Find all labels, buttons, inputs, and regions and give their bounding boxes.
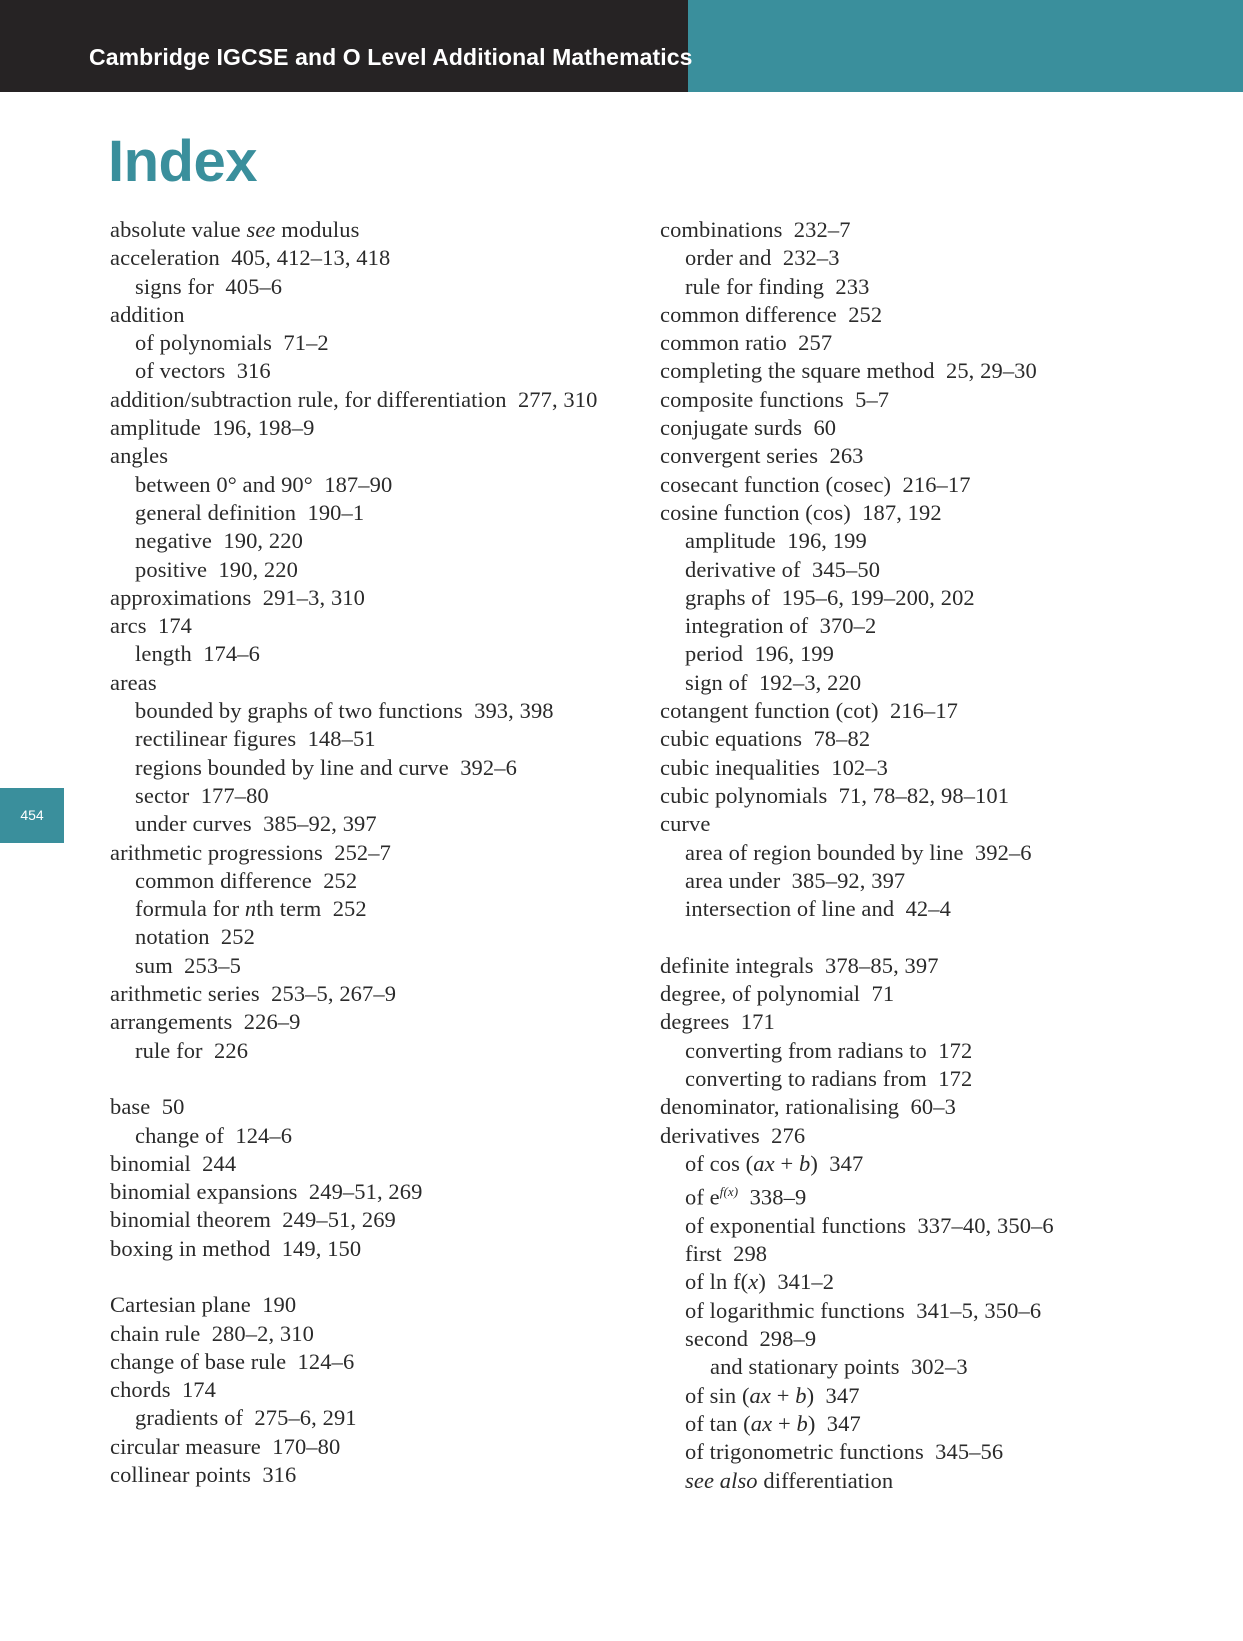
index-entry (110, 1206, 650, 1234)
index-entry (660, 1353, 1220, 1381)
index-term: convergent series (660, 443, 819, 469)
index-entry (660, 1008, 1220, 1036)
index-term: formula for (135, 896, 245, 922)
index-page-numbers: 347 (825, 1382, 860, 1408)
index-entry (110, 1037, 650, 1065)
index-entry (660, 527, 1220, 555)
index-entry (660, 329, 1220, 357)
index-page-numbers: 280–2, 310 (211, 1320, 314, 1346)
index-page-numbers: 405–6 (225, 273, 283, 299)
index-term-italic: x (748, 1269, 759, 1295)
index-entry (110, 980, 650, 1008)
index-term: first (685, 1241, 722, 1267)
index-entry (660, 556, 1220, 584)
index-term: area of region bounded by line (685, 839, 964, 865)
index-cross-reference: see also (685, 1467, 758, 1493)
index-term: of cos ( (685, 1150, 754, 1176)
index-entry (660, 697, 1220, 725)
index-page-numbers: 71, 78–82, 98–101 (838, 782, 1010, 808)
index-term: notation (135, 924, 210, 950)
index-term: converting from radians to (685, 1037, 927, 1063)
index-entry (660, 273, 1220, 301)
index-term: arcs (110, 613, 147, 639)
index-page-numbers: 196, 199 (787, 528, 867, 554)
index-entry (660, 612, 1220, 640)
index-term: cosecant function (cosec) (660, 471, 892, 497)
index-page-numbers: 226 (214, 1037, 249, 1063)
index-page-numbers: 177–80 (200, 782, 269, 808)
index-entry (110, 1178, 650, 1206)
index-page-numbers: 71–2 (283, 330, 329, 356)
index-term: common difference (135, 867, 312, 893)
index-page-numbers: 291–3, 310 (262, 584, 365, 610)
index-page-numbers: 253–5 (184, 952, 241, 978)
index-term: length (135, 641, 192, 667)
index-term: of sin ( (685, 1382, 750, 1408)
index-page-numbers: 174 (181, 1377, 217, 1403)
index-page-numbers: 252 (848, 301, 883, 327)
index-page-numbers: 148–51 (307, 726, 376, 752)
index-page-numbers: 226–9 (243, 1009, 301, 1035)
index-entry (660, 244, 1220, 272)
index-page-numbers: 249–51, 269 (308, 1179, 423, 1205)
index-term: approximations (110, 584, 252, 610)
index-entry (660, 1178, 1220, 1212)
index-entry (660, 1122, 1220, 1150)
index-term-italic: b (796, 1410, 808, 1436)
index-term: addition (110, 301, 185, 327)
index-entry (660, 442, 1220, 470)
index-page-numbers: 252 (220, 924, 255, 950)
index-entry (660, 1065, 1220, 1093)
index-entry (110, 584, 650, 612)
index-column-left (110, 216, 650, 1489)
index-term: general definition (135, 499, 297, 525)
index-term: common ratio (660, 330, 787, 356)
index-page-numbers: 78–82 (813, 726, 871, 752)
index-term: chords (110, 1377, 171, 1403)
index-entry (110, 612, 650, 640)
index-entry (660, 357, 1220, 385)
index-term: rule for finding (685, 273, 825, 299)
index-term: sum (135, 952, 173, 978)
book-title: Cambridge IGCSE and O Level Additional Mathematics (89, 44, 693, 70)
index-term: degrees (660, 1009, 730, 1035)
index-entry (660, 669, 1220, 697)
index-page-numbers: 347 (826, 1410, 861, 1436)
index-entry (110, 867, 650, 895)
index-entry (660, 1325, 1220, 1353)
index-term: binomial theorem (110, 1207, 271, 1233)
index-term: of vectors (135, 358, 226, 384)
index-letter-gap (110, 1263, 650, 1291)
index-term: area under (685, 867, 781, 893)
index-entry (110, 839, 650, 867)
index-entry (660, 895, 1220, 923)
index-term: ) (810, 1150, 818, 1176)
index-term: chain rule (110, 1320, 201, 1346)
index-entry (660, 1212, 1220, 1240)
index-entry (110, 386, 663, 414)
index-term-italic: b (798, 1150, 811, 1176)
index-entry (110, 414, 650, 442)
index-page-numbers: 174–6 (203, 641, 260, 667)
index-term-italic: b (795, 1382, 807, 1408)
index-term-italic: ax (753, 1150, 775, 1176)
index-page-numbers: 196, 199 (754, 641, 835, 667)
index-term: order and (685, 245, 772, 271)
index-entry (660, 725, 1220, 753)
index-entry (660, 980, 1220, 1008)
index-term: of ln f( (685, 1269, 749, 1295)
index-term: + (774, 1150, 799, 1176)
index-page-numbers: 232–3 (782, 245, 840, 271)
index-entry (110, 697, 650, 725)
index-term: angles (110, 443, 169, 469)
index-entry (110, 244, 650, 272)
index-entry (660, 414, 1220, 442)
index-term: derivative of (685, 556, 801, 582)
index-entry (660, 782, 1220, 810)
index-page-numbers: 298–9 (759, 1326, 817, 1352)
index-entry (110, 640, 650, 668)
page-number: 454 (20, 807, 44, 823)
index-term: between 0° and 90° (135, 471, 313, 497)
index-term: areas (110, 669, 157, 695)
index-term: degree, of polynomial (660, 981, 861, 1007)
index-entry (110, 754, 650, 782)
index-page-numbers: 102–3 (831, 754, 888, 780)
index-entry (660, 499, 1220, 527)
index-entry (110, 1093, 650, 1121)
index-entry (660, 754, 1220, 782)
index-entry (110, 1320, 650, 1348)
index-page-numbers: 196, 198–9 (212, 415, 315, 441)
index-entry (660, 1297, 1220, 1325)
index-term: absolute value (110, 217, 241, 242)
index-entry (660, 1037, 1220, 1065)
index-entry (110, 556, 650, 584)
index-term: sign of (685, 669, 748, 695)
index-term: collinear points (110, 1462, 251, 1488)
index-page-numbers: 216–17 (902, 471, 971, 497)
index-term: combinations (660, 217, 783, 242)
index-term: circular measure (110, 1433, 261, 1459)
index-term-superscript: f(x) (719, 1184, 739, 1200)
index-term: of trigonometric functions (685, 1439, 924, 1465)
page-title: Index (108, 129, 257, 194)
index-entry (660, 952, 1220, 980)
index-term: Cartesian plane (110, 1292, 251, 1318)
index-page-numbers: 341–2 (777, 1269, 835, 1295)
index-entry (660, 1438, 1220, 1466)
index-entry (110, 1348, 650, 1376)
index-page-numbers: 302–3 (910, 1354, 968, 1380)
index-entry (660, 1467, 1220, 1495)
index-term: amplitude (685, 528, 776, 554)
index-page-numbers: 337–40, 350–6 (917, 1212, 1054, 1238)
index-entry (660, 1382, 1220, 1410)
index-page-numbers: 252 (323, 867, 358, 893)
index-entry (110, 499, 650, 527)
index-entry (110, 216, 650, 244)
index-page-numbers: 244 (202, 1150, 237, 1176)
index-page-numbers: 171 (740, 1009, 775, 1035)
index-term: curve (660, 811, 711, 837)
index-term: ) (806, 1382, 815, 1408)
index-entry (110, 1433, 650, 1461)
index-page-numbers: 187–90 (324, 471, 393, 497)
index-page-numbers: 124–6 (297, 1348, 355, 1374)
index-entry (110, 1235, 650, 1263)
index-page-numbers: 345–56 (935, 1439, 1004, 1465)
index-page-numbers: 172 (938, 1037, 973, 1063)
index-entry (110, 1122, 650, 1150)
index-page-numbers: 345–50 (811, 556, 881, 582)
index-term: and stationary points (710, 1354, 900, 1380)
index-column-right (660, 216, 1220, 1495)
index-page-numbers: 347 (829, 1150, 864, 1176)
index-entry (660, 1268, 1220, 1296)
index-term: binomial expansions (110, 1179, 298, 1205)
index-entry (110, 669, 650, 697)
index-page-numbers: 393, 398 (474, 698, 554, 724)
index-page-numbers: 60 (813, 415, 837, 441)
index-term: arithmetic series (110, 981, 260, 1007)
index-entry (110, 301, 650, 329)
index-page-numbers: 253–5, 267–9 (271, 981, 397, 1007)
index-term: rectilinear figures (135, 726, 297, 752)
index-term: negative (135, 528, 213, 554)
index-entry (660, 386, 1220, 414)
index-cross-reference: see (246, 217, 276, 242)
index-term: cubic inequalities (660, 754, 820, 780)
index-entry (110, 357, 650, 385)
index-page-numbers: 187, 192 (862, 499, 942, 525)
index-term: graphs of (685, 584, 771, 610)
index-term: boxing in method (110, 1235, 271, 1261)
index-term: base (110, 1094, 151, 1120)
index-term: converting to radians from (685, 1065, 927, 1091)
index-entry (110, 329, 650, 357)
index-entry (110, 923, 650, 951)
index-term: composite functions (660, 386, 844, 412)
index-letter-gap (660, 923, 1220, 951)
index-term: + (770, 1382, 796, 1408)
index-entry (660, 1150, 1220, 1178)
index-page-numbers: 370–2 (819, 613, 877, 639)
index-page-numbers: 25, 29–30 (945, 358, 1037, 384)
index-term-italic: n (244, 896, 257, 922)
index-page-numbers: 298 (733, 1241, 768, 1267)
index-entry (660, 1240, 1220, 1268)
index-term: signs for (135, 273, 215, 299)
index-entry (110, 1291, 650, 1319)
index-term: amplitude (110, 415, 201, 441)
index-term: cotangent function (cot) (660, 698, 879, 724)
index-term: sector (135, 782, 190, 808)
index-page-numbers: 71 (871, 981, 895, 1007)
index-entry (660, 1410, 1220, 1438)
index-entry (110, 952, 650, 980)
index-term: regions bounded by line and curve (135, 754, 449, 780)
index-page-numbers: 195–6, 199–200, 202 (781, 584, 975, 610)
index-page-numbers: 5–7 (855, 386, 890, 412)
index-page-numbers: 174 (157, 613, 193, 639)
index-page-numbers: 316 (236, 358, 271, 384)
index-entry (660, 301, 1220, 329)
index-term: th term (256, 896, 322, 922)
index-page-numbers: 124–6 (235, 1122, 293, 1148)
index-term: change of (135, 1122, 224, 1148)
index-page-numbers: 172 (938, 1065, 973, 1091)
index-page-numbers: 338–9 (749, 1184, 807, 1210)
index-entry (110, 1150, 650, 1178)
index-entry (660, 640, 1220, 668)
index-term: bounded by graphs of two functions (135, 698, 463, 724)
index-page-numbers: 232–7 (793, 217, 851, 242)
index-page-numbers: 378–85, 397 (824, 952, 939, 978)
index-entry (110, 895, 650, 923)
index-letter-gap (110, 1065, 650, 1093)
index-term: change of base rule (110, 1348, 287, 1374)
index-term: rule for (135, 1037, 203, 1063)
index-page-numbers: 42–4 (905, 896, 951, 922)
index-page-numbers: 50 (161, 1094, 185, 1120)
index-term: binomial (110, 1150, 191, 1176)
index-entry (660, 471, 1220, 499)
index-entry (110, 442, 650, 470)
index-page-numbers: 190 (262, 1292, 297, 1318)
header-teal-band (688, 0, 1243, 92)
index-term: denominator, rationalising (660, 1094, 900, 1120)
index-page-numbers: 190, 220 (223, 528, 303, 554)
index-page-numbers: 405, 412–13, 418 (231, 245, 391, 271)
index-term: ) (807, 1410, 816, 1436)
index-term: of polynomials (135, 330, 273, 356)
index-entry (110, 725, 650, 753)
index-term: cubic equations (660, 726, 803, 752)
index-cross-reference-term: differentiation (763, 1467, 894, 1493)
index-term: ) (758, 1269, 766, 1295)
index-entry (660, 584, 1220, 612)
index-page-numbers: 60–3 (910, 1094, 956, 1120)
index-page-numbers: 257 (798, 330, 833, 356)
index-entry (110, 1376, 650, 1404)
index-page-numbers: 385–92, 397 (791, 867, 906, 893)
index-page-numbers: 252 (332, 896, 367, 922)
index-term: under curves (135, 811, 252, 837)
index-page-numbers: 341–5, 350–6 (916, 1297, 1042, 1323)
index-entry (110, 1404, 650, 1432)
index-entry (110, 810, 650, 838)
header-bar (0, 0, 1243, 92)
index-term: positive (135, 556, 208, 582)
index-entry (110, 527, 650, 555)
index-page-numbers: 316 (262, 1462, 297, 1488)
index-page-numbers: 233 (835, 273, 870, 299)
index-term: intersection of line and (685, 896, 895, 922)
index-page-numbers: 263 (829, 443, 864, 469)
index-page-numbers: 252–7 (334, 839, 391, 865)
index-page-numbers: 192–3, 220 (758, 669, 862, 695)
index-page-numbers: 216–17 (889, 698, 959, 724)
index-entry (110, 273, 650, 301)
index-term-italic: ax (750, 1410, 773, 1436)
index-term: common difference (660, 301, 837, 327)
index-term: of logarithmic functions (685, 1297, 905, 1323)
index-page-numbers: 190, 220 (218, 556, 298, 582)
index-entry (660, 810, 1220, 838)
index-term: cosine function (cos) (660, 499, 851, 525)
index-page-numbers: 392–6 (974, 839, 1032, 865)
index-entry (110, 1008, 650, 1036)
index-term: integration of (685, 613, 809, 639)
index-term: addition/subtraction rule, for differentiation (110, 386, 507, 412)
index-cross-reference-term: modulus (281, 217, 360, 242)
index-term: acceleration (110, 245, 220, 271)
index-term: arrangements (110, 1009, 233, 1035)
index-entry (110, 471, 650, 499)
index-term: of e (685, 1184, 720, 1210)
index-page-numbers: 249–51, 269 (282, 1207, 396, 1233)
index-term: of exponential functions (685, 1212, 907, 1238)
index-term: completing the square method (660, 358, 935, 384)
index-page-numbers: 275–6, 291 (254, 1405, 357, 1431)
index-page-numbers: 277, 310 (517, 386, 598, 412)
index-term: conjugate surds (660, 415, 803, 441)
page-number-tab (0, 788, 64, 843)
index-entry (110, 782, 650, 810)
index-page-numbers: 385–92, 397 (263, 811, 377, 837)
index-term: period (685, 641, 744, 667)
index-entry (660, 867, 1220, 895)
index-term: of tan ( (685, 1410, 751, 1436)
index-term: cubic polynomials (660, 782, 828, 808)
index-page-numbers: 276 (771, 1122, 806, 1148)
index-entry (660, 216, 1220, 244)
index-page-numbers: 149, 150 (281, 1235, 362, 1261)
index-term: + (772, 1410, 797, 1436)
index-page-numbers: 170–80 (272, 1433, 341, 1459)
index-term-italic: ax (749, 1382, 771, 1408)
index-page-numbers: 392–6 (460, 754, 517, 780)
index-term: second (685, 1326, 749, 1352)
index-term: definite integrals (660, 952, 814, 978)
index-entry (660, 839, 1220, 867)
index-term: arithmetic progressions (110, 839, 323, 865)
index-page-numbers: 190–1 (307, 499, 365, 525)
index-entry (660, 1093, 1220, 1121)
index-term: gradients of (135, 1405, 244, 1431)
index-term: derivatives (660, 1122, 760, 1148)
index-entry (110, 1461, 650, 1489)
